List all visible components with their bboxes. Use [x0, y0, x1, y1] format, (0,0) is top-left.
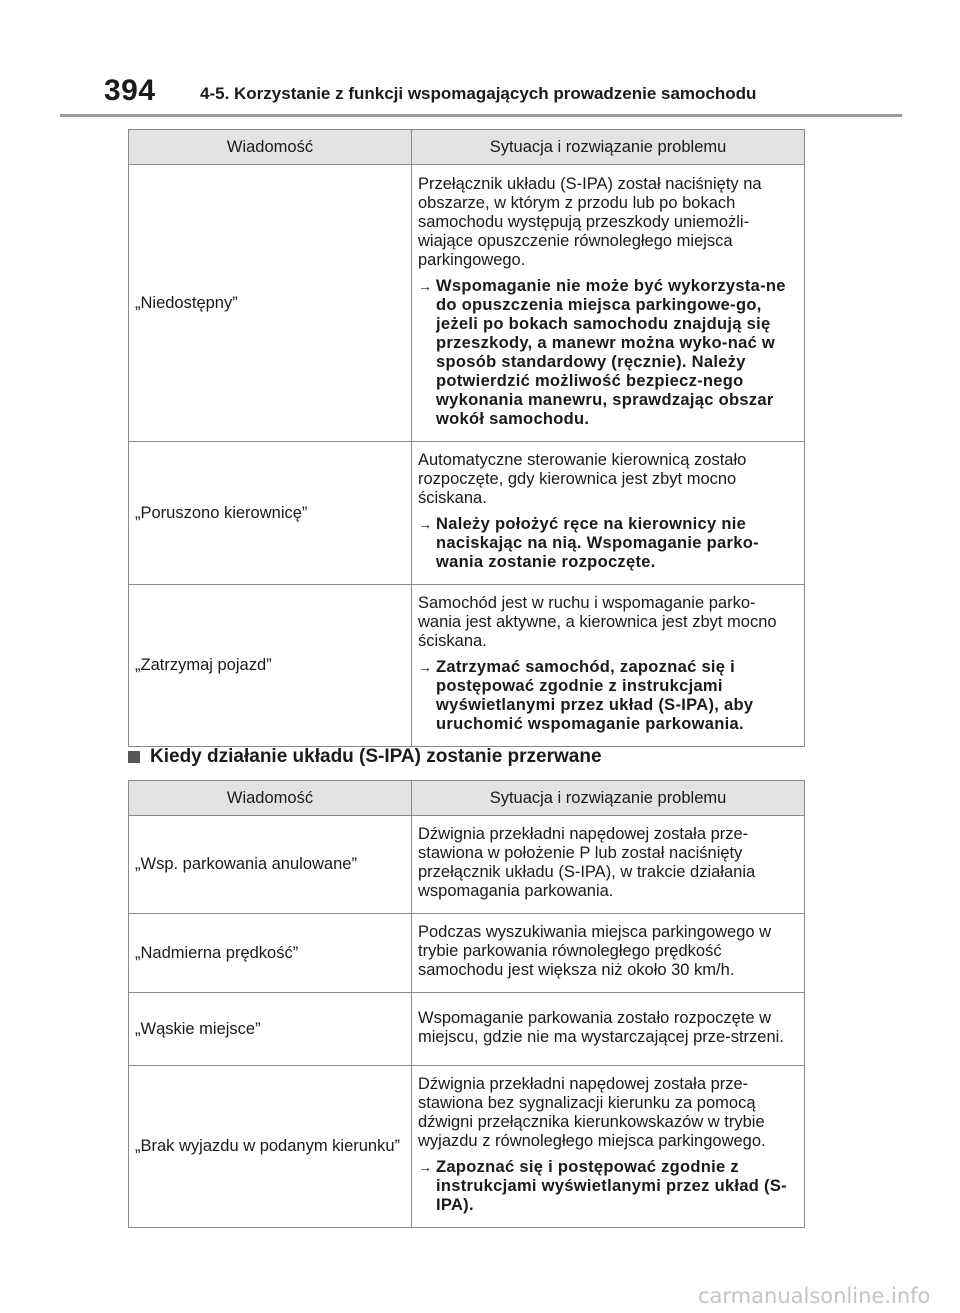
message-cell: „Niedostępny”	[129, 165, 412, 442]
solution-cell	[412, 165, 805, 442]
solution-cell	[412, 914, 805, 993]
header-divider	[60, 114, 902, 117]
column-header-solution: Sytuacja i rozwiązanie problemu	[412, 781, 805, 816]
section-subheading	[128, 746, 602, 768]
situation-text: Automatyczne sterowanie kierownicą zostało rozpoczęte, gdy kierownica jest zbyt mocno ściskana.	[418, 451, 747, 507]
action-line	[418, 658, 798, 734]
right-arrow-icon: →	[418, 277, 433, 294]
column-header-solution: Sytuacja i rozwiązanie problemu	[412, 130, 805, 165]
situation-text: Dźwignia przekładni napędowej została prze-stawiona bez sygnalizacji kierunku za pomocą dźwigni przełącznika kierunkowskazów w trybie wyjazdu z równoległego miejsca parkingowego.	[418, 1075, 766, 1150]
table-row	[129, 816, 805, 914]
action-text: Należy położyć ręce na kierownicy nie naciskając na nią. Wspomaganie parko-wania zostanie rozpoczęte.	[436, 515, 759, 571]
table-row	[129, 993, 805, 1066]
action-text: Zapoznać się i postępować zgodnie z instrukcjami wyświetlanymi przez układ (S-IPA).	[436, 1158, 787, 1214]
message-cell: „Wsp. parkowania anulowane”	[129, 816, 412, 914]
right-arrow-icon: →	[418, 659, 433, 675]
table-row	[129, 1066, 805, 1228]
column-header-message: Wiadomość	[129, 781, 412, 816]
situation-text: Przełącznik układu (S-IPA) został naciśnięty na obszarze, w którym z przodu lub po bokach samochodu występują przeszkody uniemożli-wiające opuszczenie równoległego miejsca parkingowego.	[418, 174, 762, 269]
situation-text: Samochód jest w ruchu i wspomaganie parko-wania jest aktywne, a kierownica jest zbyt mocno ściskana.	[418, 594, 777, 650]
table-row	[129, 442, 805, 585]
situation-text: Podczas wyszukiwania miejsca parkingowego w trybie parkowania równoległego prędkość samochodu jest większa niż około 30 km/h.	[418, 923, 772, 979]
messages-table	[128, 129, 805, 747]
message-cell: „Zatrzymaj pojazd”	[129, 585, 412, 747]
solution-cell	[412, 816, 805, 914]
situation-text: Dźwignia przekładni napędowej została prze-stawiona w położenie P lub został naciśnięty przełącznik układu (S-IPA), w trakcie działania wspomagania parkowania.	[418, 825, 756, 900]
action-text: Wspomaganie nie może być wykorzysta-ne do opuszczenia miejsca parkingowe-go, jeżeli po bokach samochodu znajdują się przeszkody, a manewr można wyko-nać w sposób standardowy (ręcznie). Należy potwierdzić możliwość bezpiecz-nego wykonania manewru, sprawdzając obszar wokół samochodu.	[436, 276, 786, 428]
solution-cell	[412, 585, 805, 747]
column-header-message: Wiadomość	[129, 130, 412, 165]
message-cell: „Brak wyjazdu w podanym kierunku”	[129, 1066, 412, 1228]
section-title: 4-5. Korzystanie z funkcji wspomagających prowadzenie samochodu	[200, 84, 757, 103]
action-line	[418, 277, 798, 429]
right-arrow-icon: →	[418, 1159, 433, 1175]
square-bullet-icon	[128, 751, 140, 763]
action-line	[418, 515, 798, 572]
solution-cell	[412, 993, 805, 1066]
watermark: carmanualsonline.info	[698, 1284, 931, 1308]
right-arrow-icon: →	[418, 516, 433, 532]
table-header-row	[129, 130, 805, 165]
subheading-text: Kiedy działanie układu (S-IPA) zostanie przerwane	[150, 746, 602, 767]
action-text: Zatrzymać samochód, zapoznać się i postępować zgodnie z instrukcjami wyświetlanymi przez układ (S-IPA), aby uruchomić wspomaganie parkowania.	[436, 658, 754, 733]
table-row	[129, 914, 805, 993]
situation-text: Wspomaganie parkowania zostało rozpoczęte w miejscu, gdzie nie ma wystarczającej prze-strzeni.	[418, 1008, 784, 1046]
solution-cell	[412, 442, 805, 585]
interruption-table	[128, 780, 805, 1228]
message-cell: „Nadmierna prędkość”	[129, 914, 412, 993]
page-number: 394	[104, 74, 156, 107]
page-header	[0, 0, 960, 120]
message-cell: „Wąskie miejsce”	[129, 993, 412, 1066]
table-row	[129, 585, 805, 747]
action-line	[418, 1158, 798, 1215]
solution-cell	[412, 1066, 805, 1228]
table-header-row	[129, 781, 805, 816]
message-cell: „Poruszono kierownicę”	[129, 442, 412, 585]
table-row	[129, 165, 805, 442]
